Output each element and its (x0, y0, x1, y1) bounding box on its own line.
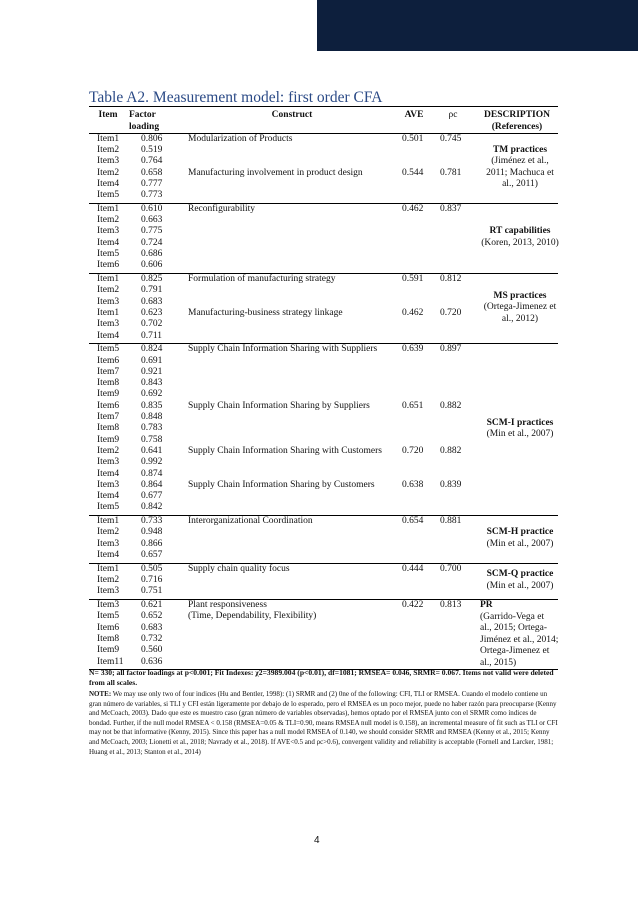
construct-name: Interorganizational Coordination (188, 516, 313, 527)
header-pc: ρc (448, 110, 458, 120)
loading-cell: 0.519 (141, 144, 163, 155)
ave-cell: 0.544 (402, 167, 424, 178)
item-cell: Item3 (97, 156, 120, 167)
loading-cell: 0.683 (141, 296, 163, 307)
description-cell (480, 418, 560, 441)
description-cell (480, 600, 560, 669)
pc-cell: 0.897 (440, 344, 462, 355)
loading-cell: 0.777 (141, 178, 163, 189)
item-cell: Item5 (97, 502, 120, 513)
pc-cell: 0.839 (440, 479, 462, 490)
loading-cell: 0.716 (141, 575, 163, 586)
description-cell (480, 291, 560, 326)
header-construct: Construct (271, 110, 313, 120)
description-reference: al., 2011) (502, 179, 538, 190)
item-cell: Item7 (97, 412, 120, 423)
item-cell: Item6 (97, 355, 120, 366)
description-title: SCM-I practices (486, 417, 554, 428)
description-reference: (Jiménez et al., (491, 156, 549, 167)
pc-cell: 0.781 (440, 167, 462, 178)
table-header (89, 106, 558, 134)
item-cell: Item4 (97, 550, 120, 561)
loading-cell: 0.505 (141, 563, 163, 574)
table-group (89, 343, 558, 516)
loading-cell: 0.806 (141, 133, 163, 144)
ave-cell: 0.654 (402, 516, 424, 527)
item-cell: Item9 (97, 434, 120, 445)
promo-banner[interactable] (317, 0, 638, 51)
description-reference: 2011; Machuca et (486, 167, 554, 178)
item-cell: Item11 (97, 656, 124, 667)
item-cell: Item5 (97, 611, 120, 622)
construct-name: Manufacturing-business strategy linkage (188, 307, 343, 318)
description-reference: Jiménez et al., 2014; (480, 634, 559, 645)
description-title: SCM-Q practice (486, 569, 554, 580)
item-cell: Item3 (97, 600, 120, 611)
item-cell: Item1 (97, 274, 120, 285)
item-cell: Item3 (97, 226, 120, 237)
construct-name: Supply Chain Information Sharing with Customers (188, 445, 382, 456)
ave-cell: 0.591 (402, 274, 424, 285)
description-title: PR (480, 600, 493, 611)
description-title: RT capabilities (489, 226, 551, 237)
loading-cell: 0.783 (141, 423, 163, 434)
construct-name: Formulation of manufacturing strategy (188, 274, 336, 285)
construct-block (89, 480, 558, 514)
loading-cell: 0.751 (141, 586, 163, 597)
construct-name: Supply Chain Information Sharing by Suppliers (188, 400, 370, 411)
description-reference: (Min et al., 2007) (486, 538, 554, 549)
header-ave: AVE (404, 110, 424, 120)
item-cell: Item2 (97, 575, 120, 586)
item-cell: Item2 (97, 215, 120, 226)
description-cell (480, 145, 560, 191)
table-group (89, 599, 558, 670)
description-reference: (Garrido-Vega et (480, 611, 545, 622)
item-cell: Item9 (97, 389, 120, 400)
ave-cell: 0.639 (402, 344, 424, 355)
construct-name: Supply Chain Information Sharing by Customers (188, 479, 375, 490)
ave-cell: 0.462 (402, 307, 424, 318)
item-cell: Item7 (97, 366, 120, 377)
header-item: Item (98, 110, 118, 120)
loading-cell: 0.948 (141, 527, 163, 538)
loading-cell: 0.791 (141, 285, 163, 296)
pc-cell: 0.882 (440, 445, 462, 456)
loading-cell: 0.658 (141, 167, 163, 178)
loading-cell: 0.842 (141, 502, 163, 513)
item-cell: Item2 (97, 527, 120, 538)
item-cell: Item3 (97, 296, 120, 307)
item-cell: Item8 (97, 423, 120, 434)
loading-cell: 0.921 (141, 366, 163, 377)
loading-cell: 0.724 (141, 237, 163, 248)
item-cell: Item1 (97, 516, 120, 527)
description-reference: al., 2015; Ortega- (480, 623, 548, 634)
description-reference: (Min et al., 2007) (486, 580, 554, 591)
loading-cell: 0.758 (141, 434, 163, 445)
item-cell: Item9 (97, 645, 120, 656)
table-group (89, 563, 558, 600)
loading-cell: 0.691 (141, 355, 163, 366)
table-title: Table A2. Measurement model: first order CFA (89, 89, 383, 106)
loading-cell: 0.733 (141, 516, 163, 527)
loading-cell: 0.623 (141, 307, 163, 318)
ave-cell: 0.444 (402, 563, 424, 574)
item-cell: Item2 (97, 167, 120, 178)
loading-cell: 0.775 (141, 226, 163, 237)
item-cell: Item3 (97, 538, 120, 549)
item-cell: Item3 (97, 319, 120, 330)
item-cell: Item8 (97, 633, 120, 644)
note-paragraph: NOTE: We may use only two of four indices (Hu and Bentler, 1998): (1) SRMR and (2) 0ne of the following: CFI, TLI or RMSEA. Cuando el modelo contiene un gran número de variables, si TLI y CFI están ligeramente por debajo de lo esperado, pero el RMSEA es un poco mejor, puede no haber razón para preocuparse (Kenny and McCoach, 2003). Dado que este es muestro caso (gran número de variables observadas), hemos optado por el RMSEA junto con el SRMR como índices de bondad. Further, if the null model RMSEA < 0.158 (RMSEA=0.05 & TLI=0.90, means RMSEA null model is 0.158), an incremental measure of fit such as TLI or CFI may not be that informative (Kenny, 2015). Since this paper has a null model RMSEA of 0.140, we should consider SRMR and RMSEA (Kenny et al., 2015; Kenny and McCoach, 2003; Lionetti et al., 2018; Navrady et al., 2018). If AVE<0.5 and ρc>0.6), convergent validity and reliability is acceptable (Fornell and Larcker, 1981; Huang et al., 2013; Stanton et al., 2014) (89, 690, 558, 756)
page-number: 4 (314, 835, 320, 846)
loading-cell: 0.692 (141, 389, 163, 400)
description-reference: (Min et al., 2007) (486, 429, 554, 440)
item-cell: Item1 (97, 563, 120, 574)
construct-name: Manufacturing involvement in product design (188, 167, 363, 178)
loading-cell: 0.874 (141, 468, 163, 479)
description-reference: (Koren, 2013, 2010) (481, 237, 559, 248)
item-cell: Item1 (97, 203, 120, 214)
pc-cell: 0.837 (440, 203, 462, 214)
description-reference: al., 2015) (480, 657, 517, 668)
construct-name: (Time, Dependability, Flexibility) (188, 611, 317, 622)
loading-cell: 0.992 (141, 457, 163, 468)
item-cell: Item6 (97, 260, 120, 271)
description-title: TM practices (492, 144, 548, 155)
item-cell: Item4 (97, 491, 120, 502)
loading-cell: 0.732 (141, 633, 163, 644)
ave-cell: 0.651 (402, 400, 424, 411)
loading-cell: 0.657 (141, 550, 163, 561)
ave-cell: 0.422 (402, 600, 424, 611)
item-cell: Item5 (97, 190, 120, 201)
item-cell: Item3 (97, 586, 120, 597)
construct-name: Supply Chain Information Sharing with Suppliers (188, 344, 378, 355)
description-title: SCM-H practice (486, 527, 554, 538)
loading-cell: 0.866 (141, 538, 163, 549)
loading-cell: 0.677 (141, 491, 163, 502)
table-group (89, 273, 558, 344)
construct-block (89, 344, 558, 401)
loading-cell: 0.636 (141, 656, 163, 667)
item-cell: Item4 (97, 178, 120, 189)
construct-block (89, 446, 558, 480)
item-cell: Item3 (97, 457, 120, 468)
item-cell: Item4 (97, 237, 120, 248)
loading-cell: 0.848 (141, 412, 163, 423)
loading-cell: 0.663 (141, 215, 163, 226)
loading-cell: 0.610 (141, 203, 163, 214)
loading-cell: 0.686 (141, 249, 163, 260)
description-title: MS practices (493, 290, 547, 301)
header-description: DESCRIPTION (References) (484, 110, 550, 132)
construct-name: Modularization of Products (188, 133, 293, 144)
pc-cell: 0.700 (440, 563, 462, 574)
loading-cell: 0.711 (141, 330, 163, 341)
table-footnote: N= 330; all factor loadings at p<0.001; Fit Indexes: χ2=3989.004 (p<0.01), df=1081; RMSEA= 0.046, SRMR= 0.067. Items not valid were deleted from all scales. (89, 668, 554, 687)
loading-cell: 0.843 (141, 378, 163, 389)
item-cell: Item8 (97, 378, 120, 389)
description-reference: (Ortega-Jimenez et (483, 302, 557, 313)
loading-cell: 0.683 (141, 622, 163, 633)
table-group (89, 515, 558, 564)
pc-cell: 0.812 (440, 274, 462, 285)
construct-name: Plant responsiveness (188, 600, 267, 611)
table-group (89, 133, 558, 204)
description-cell (480, 569, 560, 592)
item-cell: Item6 (97, 400, 120, 411)
construct-name: Reconfigurability (188, 203, 256, 214)
loading-cell: 0.560 (141, 645, 163, 656)
table-group (89, 203, 558, 274)
item-cell: Item6 (97, 622, 120, 633)
ave-cell: 0.462 (402, 203, 424, 214)
loading-cell: 0.835 (141, 400, 163, 411)
pc-cell: 0.881 (440, 516, 462, 527)
loading-cell: 0.641 (141, 445, 163, 456)
item-cell: Item1 (97, 307, 120, 318)
loading-cell: 0.702 (141, 319, 163, 330)
loading-cell: 0.764 (141, 156, 163, 167)
loading-cell: 0.773 (141, 190, 163, 201)
construct-name: Supply chain quality focus (188, 563, 290, 574)
description-cell (480, 527, 560, 550)
item-cell: Item4 (97, 468, 120, 479)
pc-cell: 0.882 (440, 400, 462, 411)
item-cell: Item2 (97, 445, 120, 456)
loading-cell: 0.824 (141, 344, 163, 355)
description-reference: Ortega-Jimenez et (480, 646, 550, 657)
pc-cell: 0.720 (440, 307, 462, 318)
item-cell: Item5 (97, 344, 120, 355)
item-cell: Item5 (97, 249, 120, 260)
ave-cell: 0.638 (402, 479, 424, 490)
item-cell: Item1 (97, 133, 120, 144)
loading-cell: 0.825 (141, 274, 163, 285)
description-cell (480, 226, 560, 249)
header-loading: Factor loading (129, 110, 160, 132)
item-cell: Item3 (97, 479, 120, 490)
item-cell: Item2 (97, 144, 120, 155)
item-cell: Item4 (97, 330, 120, 341)
pc-cell: 0.813 (440, 600, 462, 611)
loading-cell: 0.652 (141, 611, 163, 622)
loading-cell: 0.864 (141, 479, 163, 490)
loading-cell: 0.621 (141, 600, 163, 611)
pc-cell: 0.745 (440, 133, 462, 144)
item-cell: Item2 (97, 285, 120, 296)
description-reference: al., 2012) (501, 313, 539, 324)
loading-cell: 0.606 (141, 260, 163, 271)
ave-cell: 0.501 (402, 133, 424, 144)
ave-cell: 0.720 (402, 445, 424, 456)
